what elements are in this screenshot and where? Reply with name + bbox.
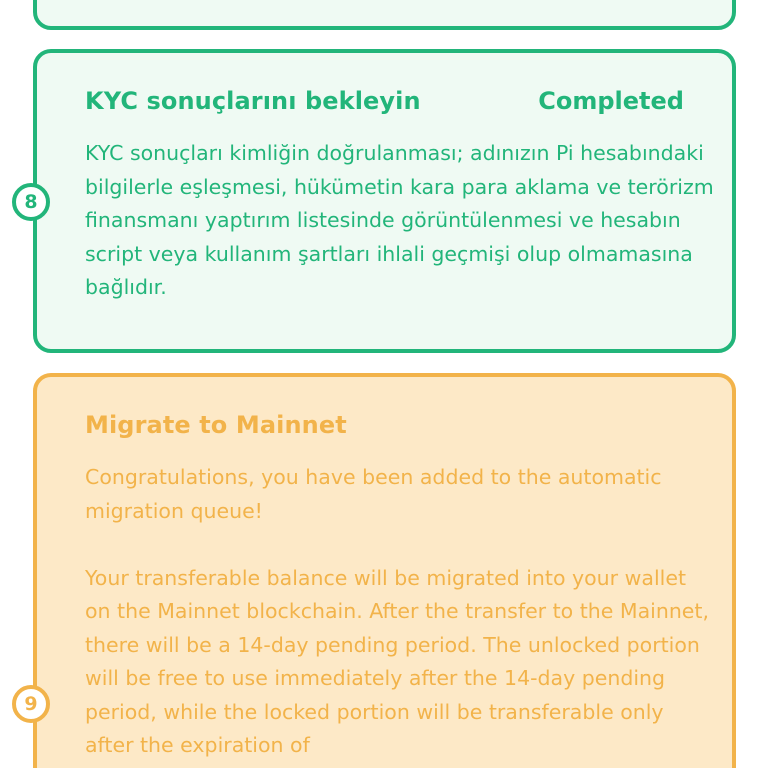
step-description [85,137,715,338]
status-badge: Completed [538,87,684,115]
description-paragraph: Your transferable balance will be migrated into your wallet on the Mainnet blockchain. After the transfer to the Mainnet, there will be a 14-day pending period. The unlocked portion will be free to use immediately after the 14-day pending period, while the locked portion will be transferable only after the expiration of [85,565,709,757]
step-description [85,461,715,768]
step-title: KYC sonuçlarını bekleyin [85,87,421,115]
step-number-badge: 9 [12,685,50,723]
step-card-migrate-mainnet[interactable] [33,373,736,768]
description-paragraph: KYC sonuçları kimliğin doğrulanması; adınızın Pi hesabındaki bilgilerle eşleşmesi, hükümetin kara para aklama ve terörizm finansmanı yaptırım listesinde görüntülenmesi ve hesabın script veya kullanım şartları ihlali geçmişi olup olmamasına bağlıdır. [85,141,714,299]
step-card-kyc-results[interactable] [33,49,736,353]
description-paragraph: Congratulations, you have been added to the automatic migration queue! [85,465,662,523]
step-number-badge: 8 [12,183,50,221]
step-title: Migrate to Mainnet [85,411,347,439]
previous-step-card [33,0,736,30]
